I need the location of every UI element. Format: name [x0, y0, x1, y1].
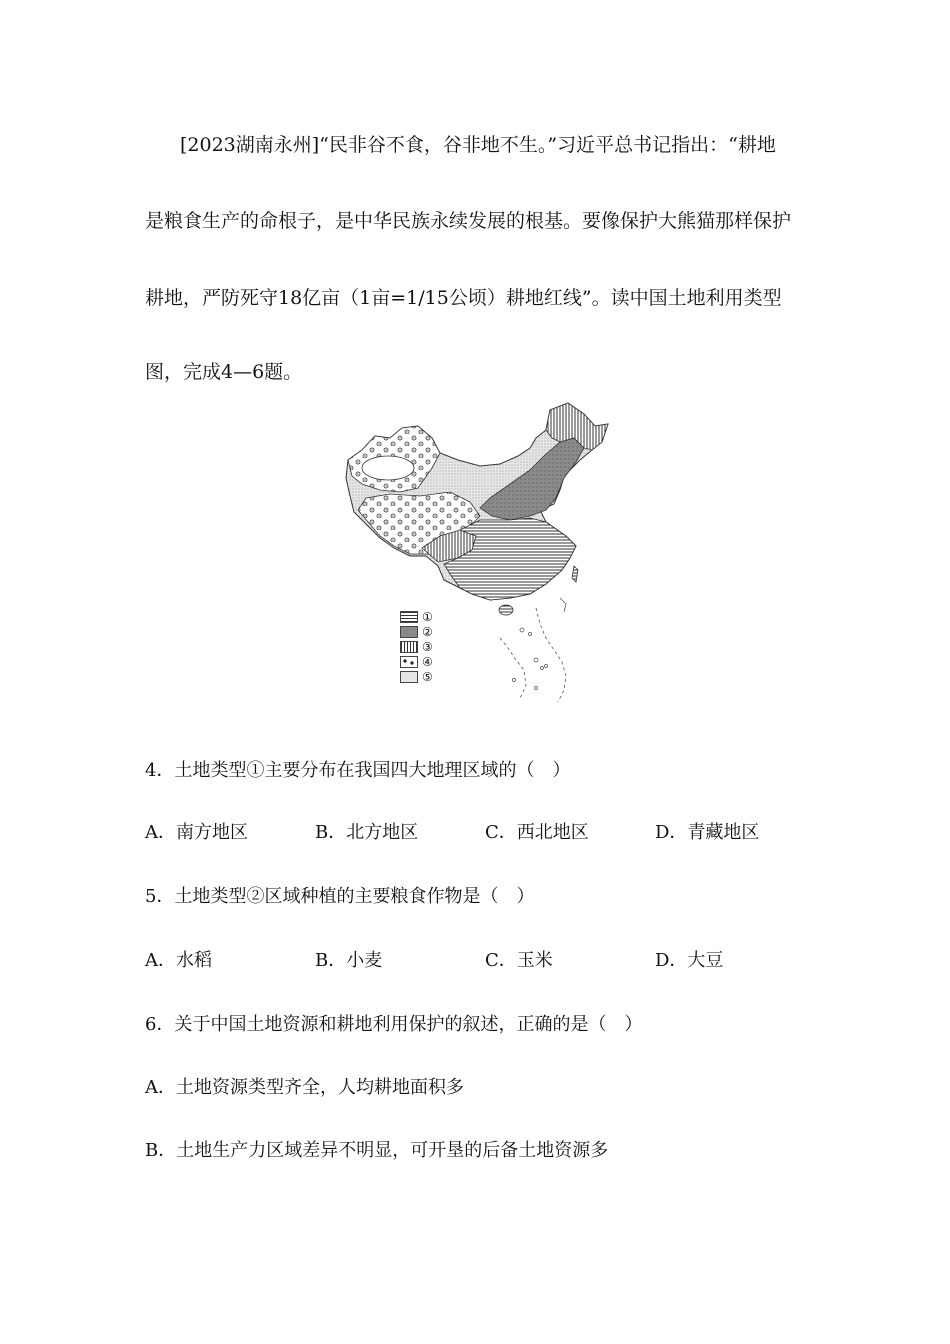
intro-line-2: 是粮食生产的命根子，是中华民族永续发展的根基。要像保护大熊猫那样保护 — [145, 210, 792, 232]
swatch-type3 — [400, 641, 418, 653]
map-legend — [400, 609, 433, 684]
swatch-type4 — [400, 656, 418, 668]
region-type1 — [444, 518, 576, 600]
intro-line-1: [2023湖南永州]“民非谷不食，谷非地不生。”习近平总书记指出：“耕地 — [180, 134, 776, 156]
question-5-stem: 5．土地类型②区域种植的主要粮食作物是（ ） — [145, 886, 535, 907]
q6-option-b: B．土地生产力区域差异不明显，可开垦的后备土地资源多 — [145, 1140, 609, 1161]
q4-option-a: A．南方地区 — [145, 822, 248, 843]
legend-label-2: ② — [422, 624, 433, 639]
map-svg — [340, 398, 615, 710]
q5-option-c: C．玉米 — [485, 950, 553, 971]
legend-label-1: ① — [422, 609, 433, 624]
swatch-type5 — [400, 671, 418, 683]
q5-option-b: B．小麦 — [315, 950, 383, 971]
legend-row-1 — [400, 609, 433, 624]
legend-label-5: ⑤ — [422, 669, 433, 684]
china-land-use-map — [340, 398, 615, 710]
q4-option-b: B．北方地区 — [315, 822, 419, 843]
intro-line-4: 图，完成4—6题。 — [145, 361, 303, 383]
taiwan-island — [572, 566, 578, 582]
hainan-island — [499, 605, 513, 615]
legend-row-5 — [400, 669, 433, 684]
question-6-stem: 6．关于中国土地资源和耕地利用保护的叙述，正确的是（ ） — [145, 1014, 643, 1035]
q6-option-a: A．土地资源类型齐全，人均耕地面积多 — [145, 1077, 464, 1098]
legend-row-3 — [400, 639, 433, 654]
question-4-stem: 4．土地类型①主要分布在我国四大地理区域的（ ） — [145, 760, 571, 781]
q4-option-d: D．青藏地区 — [655, 822, 760, 843]
legend-row-4 — [400, 654, 433, 669]
legend-label-3: ③ — [422, 639, 433, 654]
q5-option-d: D．大豆 — [655, 950, 724, 971]
legend-row-2 — [400, 624, 433, 639]
swatch-type2 — [400, 626, 418, 638]
swatch-type1 — [400, 611, 418, 623]
basin — [362, 456, 414, 480]
intro-line-3: 耕地，严防死守18亿亩（1亩=1/15公顷）耕地红线”。读中国土地利用类型 — [145, 287, 782, 309]
coast-detail — [560, 598, 566, 612]
south-china-sea-islands — [513, 628, 548, 690]
maritime-boundary — [536, 608, 566, 702]
q4-option-c: C．西北地区 — [485, 822, 589, 843]
q5-option-a: A．水稻 — [145, 950, 212, 971]
maritime-boundary-2 — [500, 638, 526, 698]
legend-label-4: ④ — [422, 654, 433, 669]
